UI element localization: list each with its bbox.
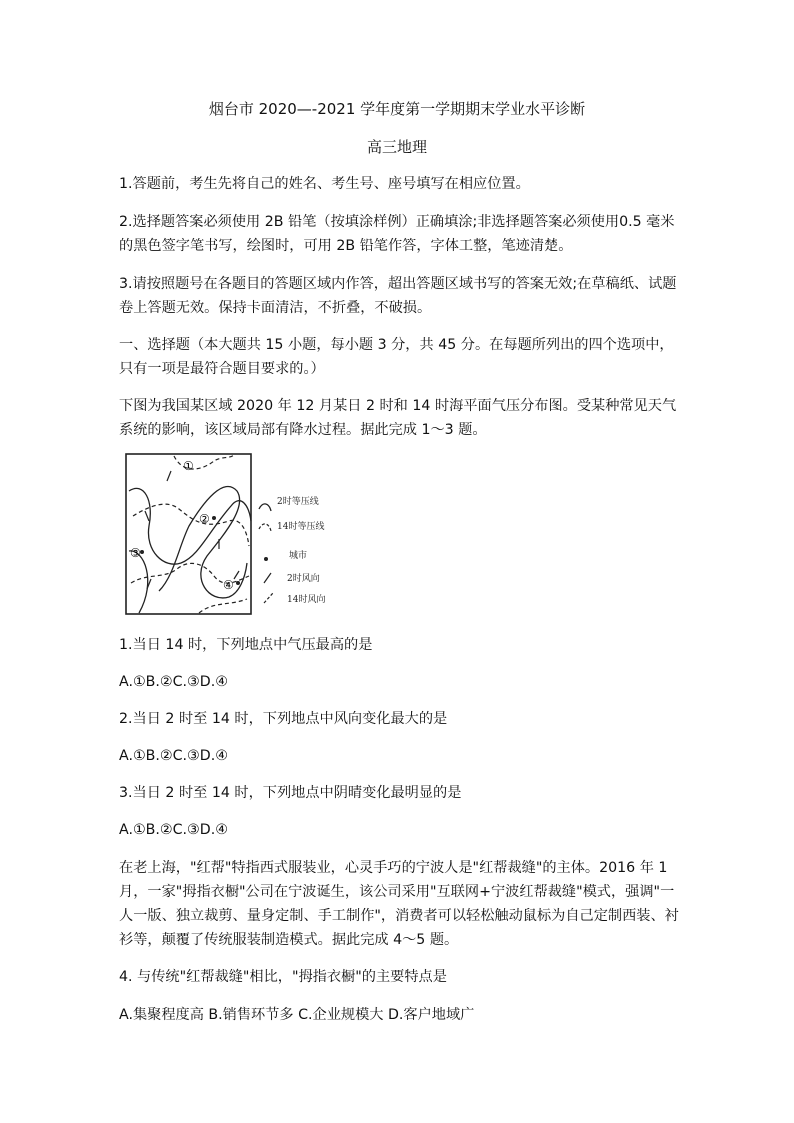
question-1-stem: 1.当日 14 时，下列地点中气压最高的是 [119, 637, 373, 653]
instruction-3: 3.请按照题号在各题目的答题区域内作答，超出答题区域书写的答案无效;在草稿纸、试题卷上答题无效。保持卡面清洁，不折叠，不破损。 [119, 276, 677, 316]
legend-wind-2h: 2时风向 [287, 574, 320, 584]
legend-wind-2h-icon [264, 573, 271, 583]
legend-dashed-line-icon [259, 524, 271, 531]
question-2-stem: 2.当日 2 时至 14 时，下列地点中风向变化最大的是 [119, 711, 448, 727]
exam-title: 烟台市 2020—-2021 学年度第一学期期末学业水平诊断 [208, 100, 586, 118]
isobar-14h-line [199, 599, 247, 613]
question-1-options: A.①B.②C.③D.④ [119, 674, 228, 690]
city-dot [236, 581, 240, 585]
point-3-label: ③ [130, 546, 141, 560]
legend-city-icon [264, 557, 268, 561]
legend-city: 城市 [289, 551, 308, 561]
point-4-label: ④ [223, 578, 234, 592]
legend-solid-line-icon [259, 504, 271, 511]
question-3-stem: 3.当日 2 时至 14 时，下列地点中阴晴变化最明显的是 [119, 785, 462, 801]
question-4-stem: 4. 与传统"红帮裁缝"相比，"拇指衣橱"的主要特点是 [119, 969, 447, 985]
question-3-options: A.①B.②C.③D.④ [119, 822, 228, 838]
question-2-options: A.①B.②C.③D.④ [119, 748, 228, 764]
legend-isobar-2h: 2时等压线 [277, 497, 319, 507]
wind-arrow [234, 571, 239, 579]
wind-arrow [167, 471, 171, 481]
material-1: 下图为我国某区域 2020 年 12 月某日 2 时和 14 时海平面气压分布图。受某种常见天气系统的影响，该区域局部有降水过程。据此完成 1～3 题。 [119, 398, 677, 438]
city-dot [212, 516, 216, 520]
instruction-2: 2.选择题答案必须使用 2B 铅笔（按填涂样例）正确填涂;非选择题答案必须使用0.5 毫米的黑色签字笔书写，绘图时，可用 2B 铅笔作答，字体工整，笔迹清楚。 [119, 214, 675, 254]
point-2-label: ② [199, 512, 210, 526]
instruction-1: 1.答题前，考生先将自己的姓名、考生号、座号填写在相应位置。 [119, 176, 530, 192]
wind-arrow [145, 511, 149, 521]
exam-subject: 高三地理 [366, 138, 427, 156]
isobar-2h-line [129, 488, 251, 564]
material-2: 在老上海，"红帮"特指西式服装业，心灵手巧的宁波人是"红帮裁缝"的主体。2016 年 1 月，一家"拇指衣橱"公司在宁波诞生，该公司采用"互联网+宁波红帮裁缝"模式，强调"一人一版、独立裁剪、量身定制、手工制作"，消费者可以轻松触动鼠标为自己定制西装、衬衫等，颠覆了传统服装制造模式。据此完成 4～5 题。 [119, 860, 679, 948]
legend-wind-14h: 14时风向 [287, 595, 326, 605]
legend-isobar-14h: 14时等压线 [277, 522, 325, 532]
point-1-label: ① [183, 459, 194, 473]
question-4-options: A.集聚程度高 B.销售环节多 C.企业规模大 D.客户地域广 [119, 1007, 475, 1023]
section-header: 一、选择题（本大题共 15 小题，每小题 3 分，共 45 分。在每题所列出的四个选项中，只有一项是最符合题目要求的。） [119, 337, 674, 377]
isobar-map-figure [119, 451, 364, 617]
legend-wind-14h-icon [264, 593, 273, 603]
